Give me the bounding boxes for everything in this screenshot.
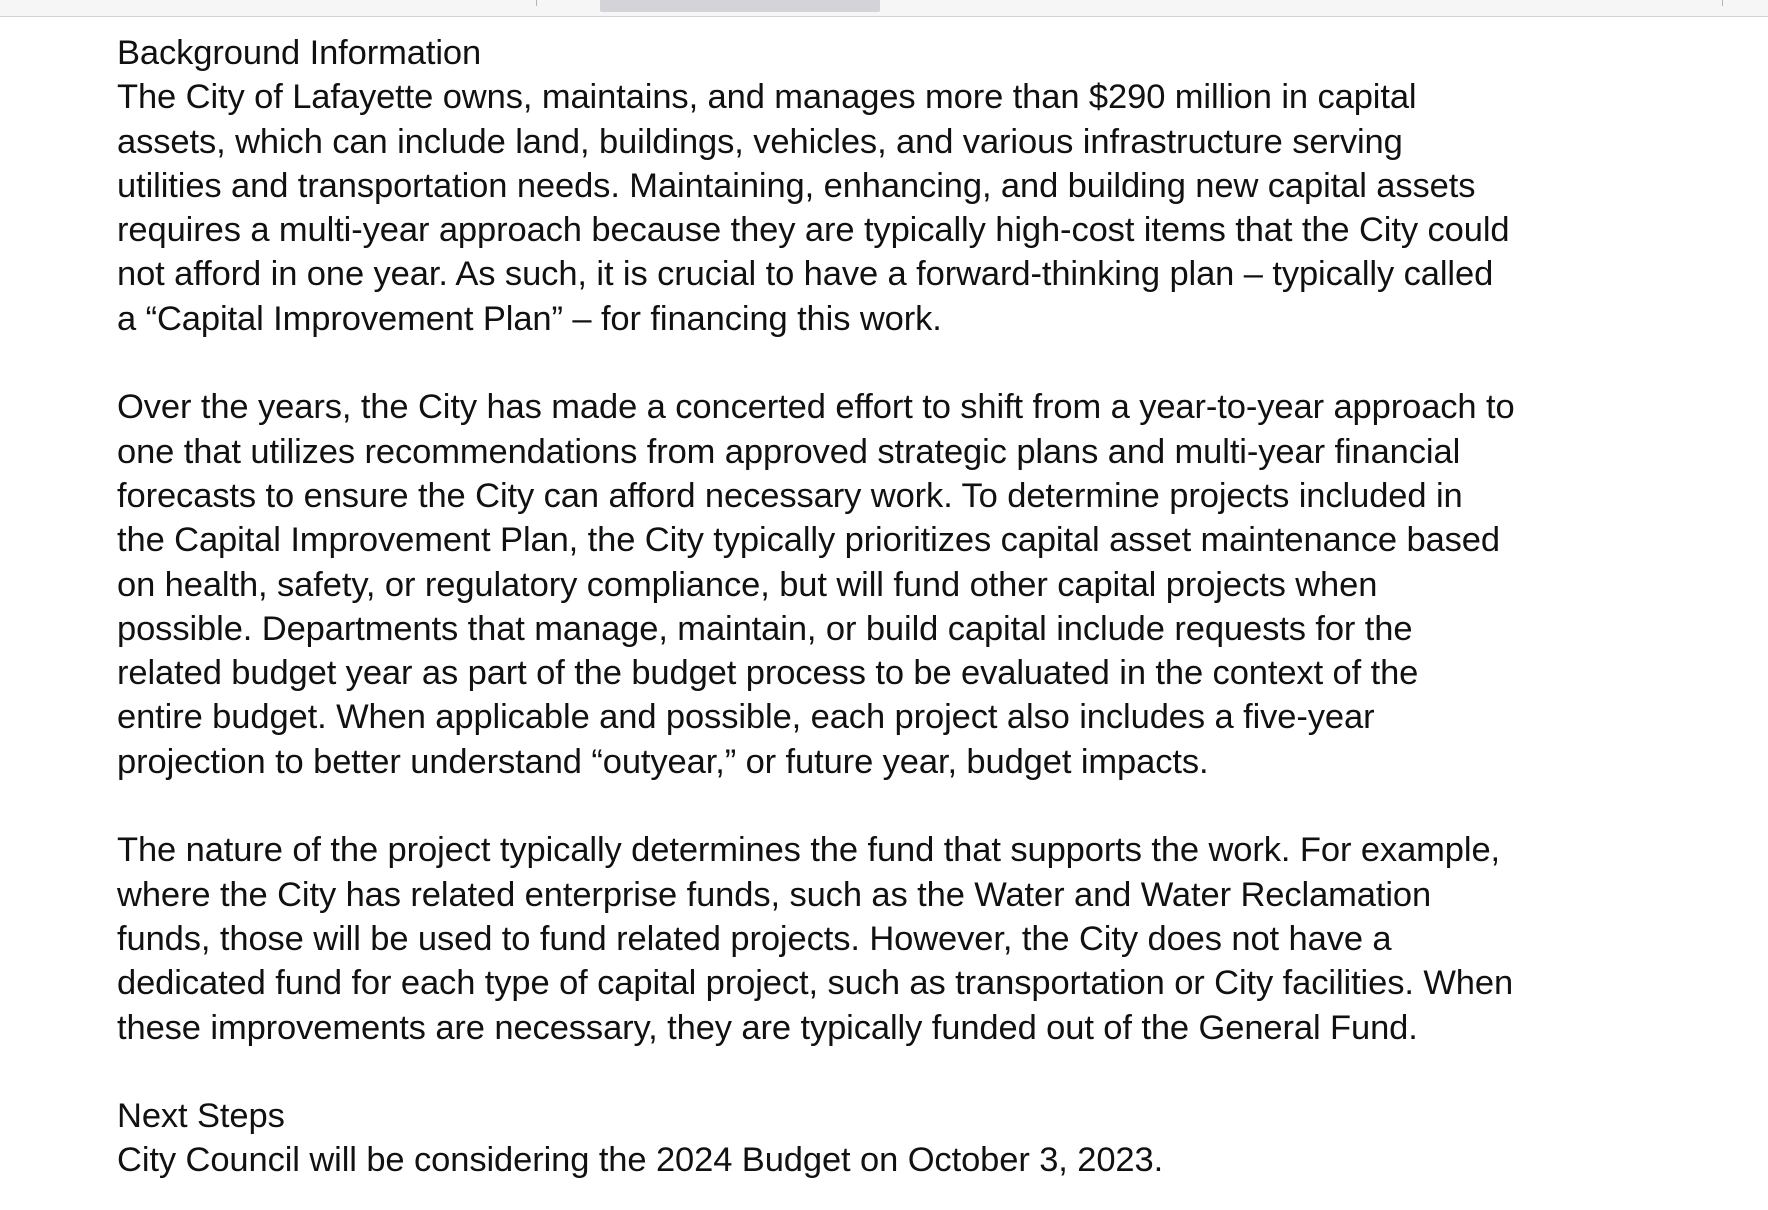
paragraph: The nature of the project typically determines the fund that supports the work. For example, where the City has related enterprise funds, such as the Water and Water Reclamation funds, those will be used to fund related projects. However, the City does not have a dedicated fund for each type of capital project, such as transportation or City facilities. When these improvements are necessary, they are typically funded out of the General Fund. bbox=[117, 831, 1514, 1047]
top-ruler bbox=[0, 0, 1768, 17]
section-gap bbox=[117, 1050, 1677, 1094]
section-heading: Background Information bbox=[117, 34, 482, 72]
section-background bbox=[117, 31, 1677, 1050]
ruler-tick bbox=[1722, 0, 1723, 6]
paragraph: Over the years, the City has made a concerted effort to shift from a year-to-year approach to one that utilizes recommendations from approved strategic plans and multi-year financial forecasts to ensure the City can afford necessary work. To determine projects included in the Capital Improvement Plan, the City typically prioritizes capital asset maintenance based on health, safety, or regulatory compliance, but will fund other capital projects when possible. Departments that manage, maintain, or build capital include requests for the related budget year as part of the budget process to be evaluated in the context of the entire budget. When applicable and possible, each project also includes a five-year projection to better understand “outyear,” or future year, budget impacts. bbox=[117, 388, 1515, 781]
paragraph: City Council will be considering the 2024 Budget on October 3, 2023. bbox=[117, 1141, 1164, 1180]
ruler-scroll-thumb[interactable] bbox=[600, 0, 880, 12]
document-page bbox=[117, 31, 1677, 1183]
ruler-tick bbox=[536, 0, 537, 6]
paragraph-gap bbox=[117, 341, 1677, 385]
section-next-steps bbox=[117, 1094, 1677, 1183]
section-heading: Next Steps bbox=[117, 1097, 285, 1136]
paragraph: The City of Lafayette owns, maintains, and manages more than $290 million in capital assets, which can include land, buildings, vehicles, and various infrastructure serving utilities and transportation needs. Maintaining, enhancing, and building new capital assets requires a multi-year approach because they are typically high-cost items that the City could not afford in one year. As such, it is crucial to have a forward-thinking plan – typically called a “Capital Improvement Plan” – for financing this work. bbox=[117, 78, 1510, 338]
paragraph-gap bbox=[117, 784, 1677, 828]
